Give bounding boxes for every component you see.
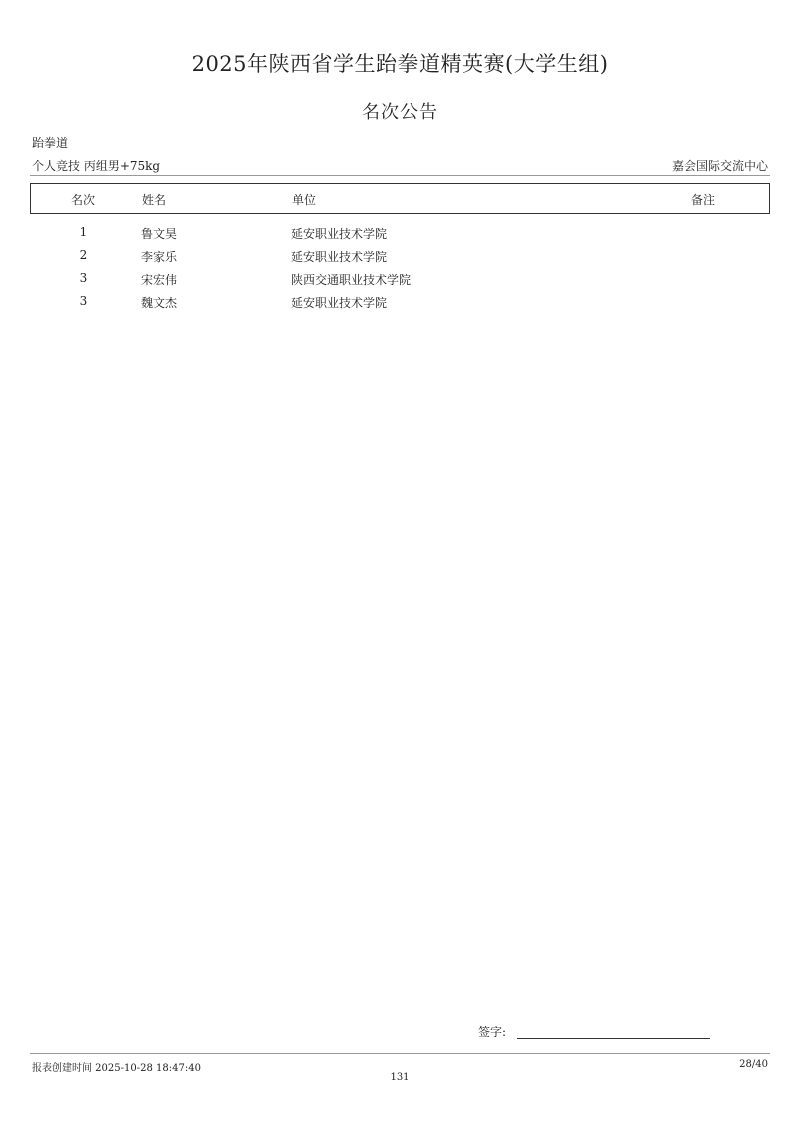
header-name: 姓名 — [142, 193, 167, 207]
header-rank: 名次 — [71, 193, 96, 207]
unit-cell: 延安职业技术学院 — [291, 227, 388, 241]
name-cell: 鲁文昊 — [141, 227, 178, 241]
header-unit: 单位 — [292, 193, 317, 207]
rank-cell: 1 — [79, 225, 88, 239]
unit-cell: 延安职业技术学院 — [291, 250, 388, 264]
table-row — [30, 290, 770, 313]
page-indicator: 28/40 — [739, 1059, 768, 1070]
rank-cell: 3 — [79, 294, 88, 308]
unit-cell: 陕西交通职业技术学院 — [291, 273, 412, 287]
rank-cell: 3 — [79, 271, 88, 285]
name-cell: 魏文杰 — [141, 296, 178, 310]
table-header — [30, 183, 770, 214]
sport-label: 跆拳道 — [32, 136, 69, 150]
page-number: 131 — [390, 1072, 410, 1083]
header-divider — [30, 175, 770, 176]
rank-cell: 2 — [79, 248, 88, 262]
event-label: 个人竞技 丙组男+75kg — [32, 159, 161, 173]
unit-cell: 延安职业技术学院 — [291, 296, 388, 310]
page-title: 2025年陕西省学生跆拳道精英赛(大学生组) — [191, 52, 609, 76]
report-created-time: 报表创建时间 2025-10-28 18:47:40 — [32, 1063, 201, 1074]
table-row — [30, 221, 770, 244]
footer-divider — [30, 1053, 770, 1054]
header-note: 备注 — [691, 193, 716, 207]
signature-line — [517, 1038, 710, 1039]
table-row — [30, 244, 770, 267]
venue-label: 嘉会国际交流中心 — [671, 159, 768, 173]
page-subtitle: 名次公告 — [362, 102, 438, 123]
signature-label: 签字: — [478, 1025, 507, 1039]
results-table-body — [30, 221, 770, 313]
table-row — [30, 267, 770, 290]
name-cell: 李家乐 — [141, 250, 178, 264]
name-cell: 宋宏伟 — [141, 273, 178, 287]
